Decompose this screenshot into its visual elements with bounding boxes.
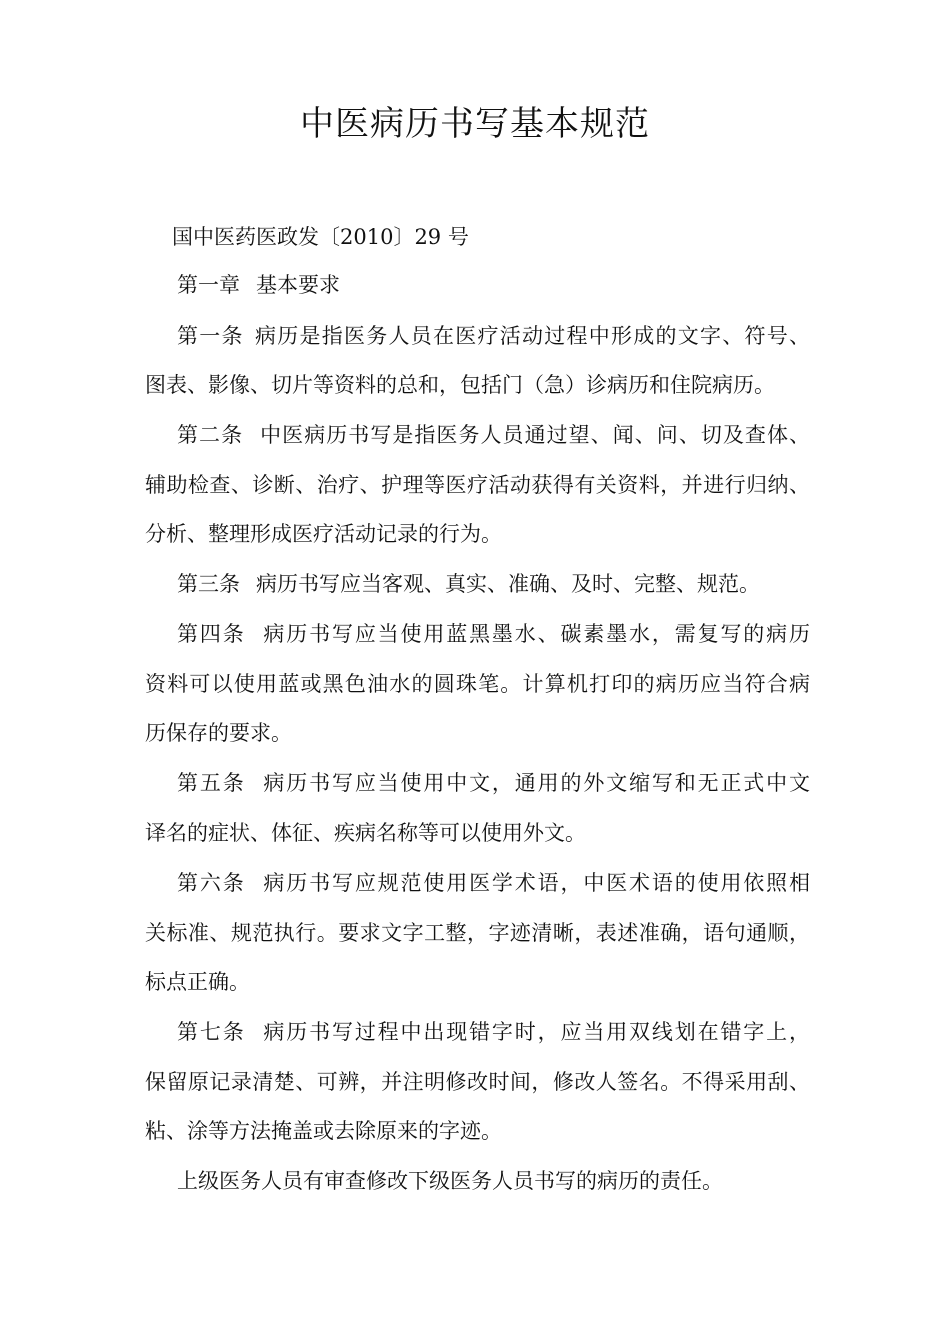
article-line xyxy=(177,868,810,898)
article-line: 关标准、规范执行。要求文字工整，字迹清晰，表述准确，语句通顺， xyxy=(145,921,810,945)
article-line: 分析、整理形成医疗活动记录的行为。 xyxy=(145,522,502,546)
chapter-heading xyxy=(177,270,810,300)
article-line: 标点正确。 xyxy=(145,970,250,994)
article-line xyxy=(177,420,810,450)
article-label: 第二条 xyxy=(177,423,244,447)
article-label: 第一条 xyxy=(177,324,244,348)
article-line: 资料可以使用蓝或黑色油水的圆珠笔。计算机打印的病历应当符合病 xyxy=(145,672,810,696)
article-line: 译名的症状、体征、疾病名称等可以使用外文。 xyxy=(145,821,586,845)
article-text: 病历书写应当使用中文，通用的外文缩写和无正式中文 xyxy=(261,771,811,795)
article-label: 第三条 xyxy=(177,572,240,596)
article-line xyxy=(177,768,810,798)
article-line: 历保存的要求。 xyxy=(145,721,292,745)
article-line: 上级医务人员有审查修改下级医务人员书写的病历的责任。 xyxy=(177,1169,723,1193)
article-label: 第四条 xyxy=(177,622,246,646)
article-text: 中医病历书写是指医务人员通过望、闻、问、切及查体、 xyxy=(259,423,810,447)
article-label: 第五条 xyxy=(177,771,246,795)
article-line: 辅助检查、诊断、治疗、护理等医疗活动获得有关资料，并进行归纳、 xyxy=(145,473,810,497)
article-line xyxy=(177,321,810,351)
article-line xyxy=(177,1017,810,1047)
article-line: 图表、影像、切片等资料的总和，包括门（急）诊病历和住院病历。 xyxy=(145,373,775,397)
article-text: 病历是指医务人员在医疗活动过程中形成的文字、符号、 xyxy=(253,324,810,348)
document-title: 中医病历书写基本规范 xyxy=(300,104,650,144)
article-line: 粘、涂等方法掩盖或去除原来的字迹。 xyxy=(145,1119,502,1143)
document-number: 国中医药医政发〔2010〕29 号 xyxy=(172,225,469,249)
article-label: 第六条 xyxy=(177,871,246,895)
article-text: 病历书写应当客观、真实、准确、及时、完整、规范。 xyxy=(256,572,760,596)
article-line xyxy=(177,619,810,649)
article-text: 病历书写应规范使用医学术语，中医术语的使用依照相 xyxy=(261,871,811,895)
article-text: 病历书写过程中出现错字时，应当用双线划在错字上， xyxy=(261,1020,811,1044)
chapter-label: 第一章 xyxy=(177,273,240,297)
article-line: 保留原记录清楚、可辨，并注明修改时间，修改人签名。不得采用刮、 xyxy=(145,1070,810,1094)
article-line xyxy=(177,569,810,599)
chapter-title: 基本要求 xyxy=(256,273,340,297)
article-text: 病历书写应当使用蓝黑墨水、碳素墨水，需复写的病历 xyxy=(261,622,811,646)
article-label: 第七条 xyxy=(177,1020,246,1044)
